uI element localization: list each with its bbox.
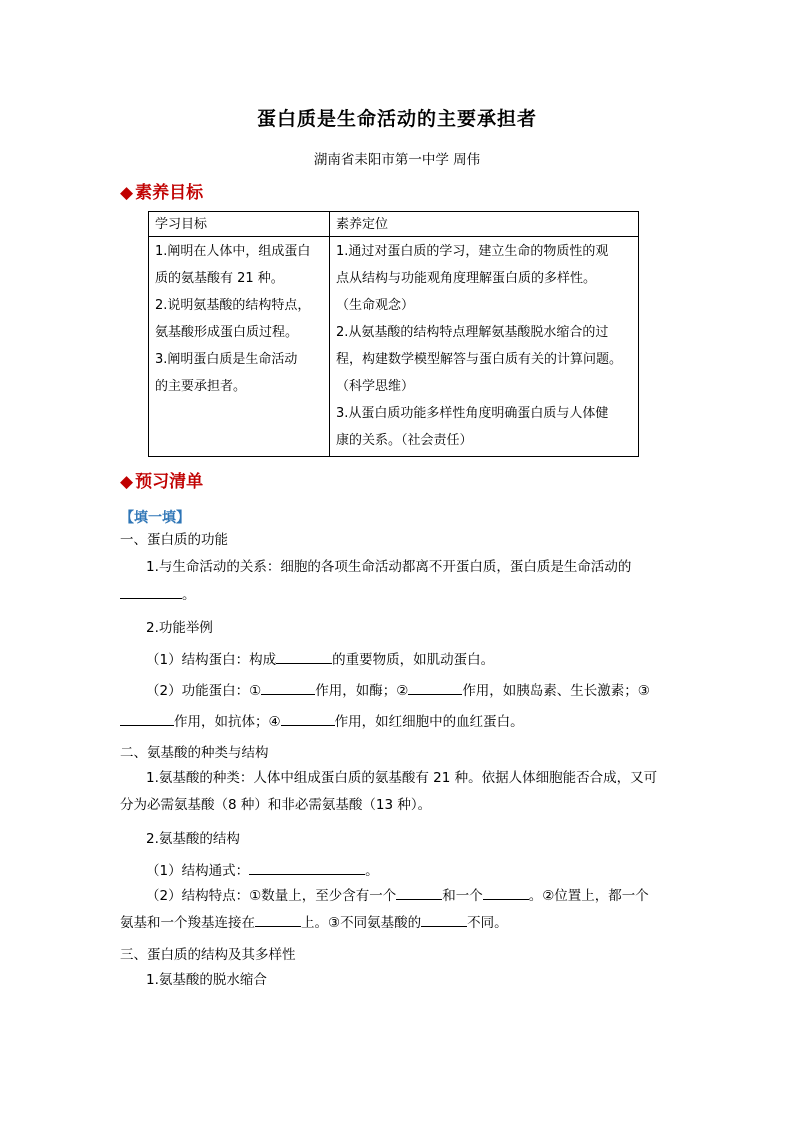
cell-line: 3.从蛋白质功能多样性角度明确蛋白质与人体健	[336, 406, 609, 421]
paragraph	[120, 711, 524, 732]
text: （1）结构蛋白：构成	[146, 652, 277, 668]
text: 和一个	[442, 888, 483, 904]
fill-blank[interactable]	[261, 680, 315, 695]
text: 氨基和一个羧基连接在	[120, 915, 255, 931]
cell-line: 质的氨基酸有 21 种。	[155, 271, 284, 286]
table-header-cell: 学习目标	[149, 212, 330, 237]
section-heading-preview	[120, 467, 203, 492]
paragraph: 1.与生命活动的关系：细胞的各项生命活动都离不开蛋白质，蛋白质是生命活动的	[146, 559, 632, 575]
diamond-icon: ◆	[120, 183, 134, 203]
section-heading-text: 预习清单	[135, 472, 204, 492]
part-title: 二、氨基酸的种类与结构	[120, 745, 269, 761]
section-heading-goals	[120, 178, 203, 203]
cell-line: （生命观念）	[336, 298, 415, 313]
text: 不同。	[467, 915, 508, 931]
paragraph	[146, 680, 650, 701]
text: 作用，如胰岛素、生长激素；③	[462, 683, 650, 699]
paragraph: 分为必需氨基酸（8 种）和非必需氨基酸（13 种）。	[120, 797, 432, 813]
cell-line: 康的关系。（社会责任）	[336, 433, 473, 448]
part-title: 一、蛋白质的功能	[120, 532, 228, 548]
cell-line: 1.通过对蛋白质的学习，建立生命的物质性的观	[336, 244, 609, 259]
fill-blank[interactable]	[255, 912, 301, 927]
paragraph: 1.氨基酸的种类：人体中组成蛋白质的氨基酸有 21 种。依据人体细胞能否合成，又可	[146, 770, 658, 786]
paragraph	[146, 860, 379, 881]
paragraph: 2.功能举例	[146, 620, 213, 636]
table-header-cell: 素养定位	[330, 212, 639, 237]
fill-blank[interactable]	[120, 584, 182, 599]
fill-blank[interactable]	[281, 711, 335, 726]
paragraph	[120, 584, 196, 605]
fill-blank[interactable]	[421, 912, 467, 927]
cell-line: 氨基酸形成蛋白质过程。	[155, 325, 299, 340]
cell-line: 2.说明氨基酸的结构特点，	[155, 298, 311, 313]
fill-blank[interactable]	[396, 885, 442, 900]
cell-line: 的主要承担者。	[155, 379, 247, 394]
fill-blank[interactable]	[249, 860, 365, 875]
text: 的重要物质，如肌动蛋白。	[332, 652, 495, 668]
text: （1）结构通式：	[146, 863, 250, 879]
table-row	[149, 237, 639, 457]
paragraph: 1.氨基酸的脱水缩合	[146, 972, 267, 988]
text: 作用，如红细胞中的血红蛋白。	[334, 714, 524, 730]
cell-line: 2.从氨基酸的结构特点理解氨基酸脱水缩合的过	[336, 325, 609, 340]
literacy-positioning-cell	[330, 237, 639, 457]
text: 。	[365, 863, 379, 879]
learning-goals-cell	[149, 237, 330, 457]
text: 上。③不同氨基酸的	[301, 915, 422, 931]
part-title: 三、蛋白质的结构及其多样性	[120, 947, 296, 963]
diamond-icon: ◆	[120, 472, 134, 492]
paragraph	[146, 885, 649, 906]
table-header-row	[149, 212, 639, 237]
fill-in-heading: 【填一填】	[120, 510, 190, 526]
section-heading-text: 素养目标	[135, 183, 204, 203]
page-title: 蛋白质是生命活动的主要承担者	[256, 108, 537, 130]
cell-line: （科学思维）	[336, 379, 415, 394]
paragraph	[146, 649, 494, 670]
cell-line: 程，构建数学模型解答与蛋白质有关的计算问题。	[336, 352, 623, 367]
cell-line: 3.阐明蛋白质是生命活动	[155, 352, 298, 367]
cell-line: 1.阐明在人体中，组成蛋白	[155, 244, 311, 259]
text: 作用，如抗体；④	[174, 714, 281, 730]
paragraph	[120, 912, 508, 933]
text: 作用，如酶；②	[315, 683, 409, 699]
goals-table	[148, 211, 639, 457]
paragraph: 2.氨基酸的结构	[146, 831, 240, 847]
fill-blank[interactable]	[276, 649, 332, 664]
text: （2）功能蛋白：①	[146, 683, 262, 699]
fill-blank[interactable]	[483, 885, 529, 900]
fill-blank[interactable]	[408, 680, 462, 695]
author-line: 湖南省耒阳市第一中学 周伟	[313, 152, 481, 168]
text: （2）结构特点：①数量上，至少含有一个	[146, 888, 397, 904]
cell-line: 点从结构与功能观角度理解蛋白质的多样性。	[336, 271, 597, 286]
text: 。②位置上，都一个	[528, 888, 649, 904]
text: 。	[182, 587, 196, 603]
fill-blank[interactable]	[120, 711, 174, 726]
